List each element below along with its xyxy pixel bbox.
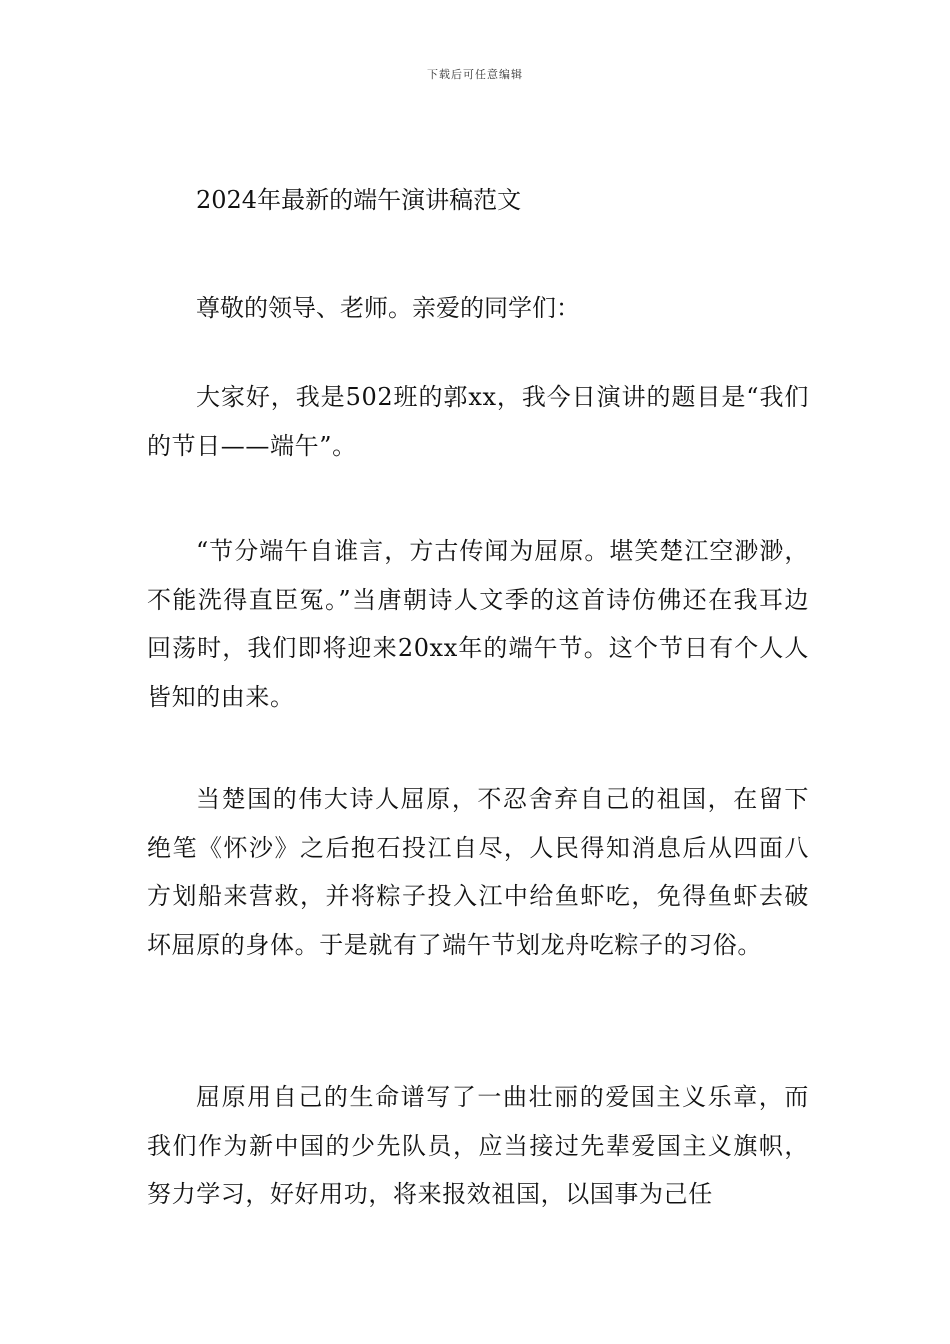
header-note: 下载后可任意编辑 [427,68,523,81]
paragraph-origin: 当楚国的伟大诗人屈原，不忍舍弃自己的祖国，在留下绝笔《怀沙》之后抱石投江自尽，人民得知消息后从四面八方划船来营救，并将粽子投入江中给鱼虾吃，免得鱼虾去破坏屈原的身体。于是就有了端午节划龙舟吃粽子的习俗。 [147,785,809,959]
document-title: 2024年最新的端午演讲稿范文 [196,186,522,214]
paragraph-poem: “节分端午自谁言，方古传闻为屈原。堪笑楚江空渺渺，不能洗得直臣冤。”当唐朝诗人文季的这首诗仿佛还在我耳边回荡时，我们即将迎来20xx年的端午节。这个节日有个人人皆知的由来。 [147,537,809,711]
paragraph-intro: 大家好，我是502班的郭xx，我今日演讲的题目是“我们的节日——端午”。 [147,383,809,460]
greeting-line: 尊敬的领导、老师。亲爱的同学们： [196,294,580,322]
paragraph-patriotism: 屈原用自己的生命谱写了一曲壮丽的爱国主义乐章，而我们作为新中国的少先队员，应当接过先辈爱国主义旗帜，努力学习，好好用功，将来报效祖国，以国事为己任 [147,1083,809,1208]
